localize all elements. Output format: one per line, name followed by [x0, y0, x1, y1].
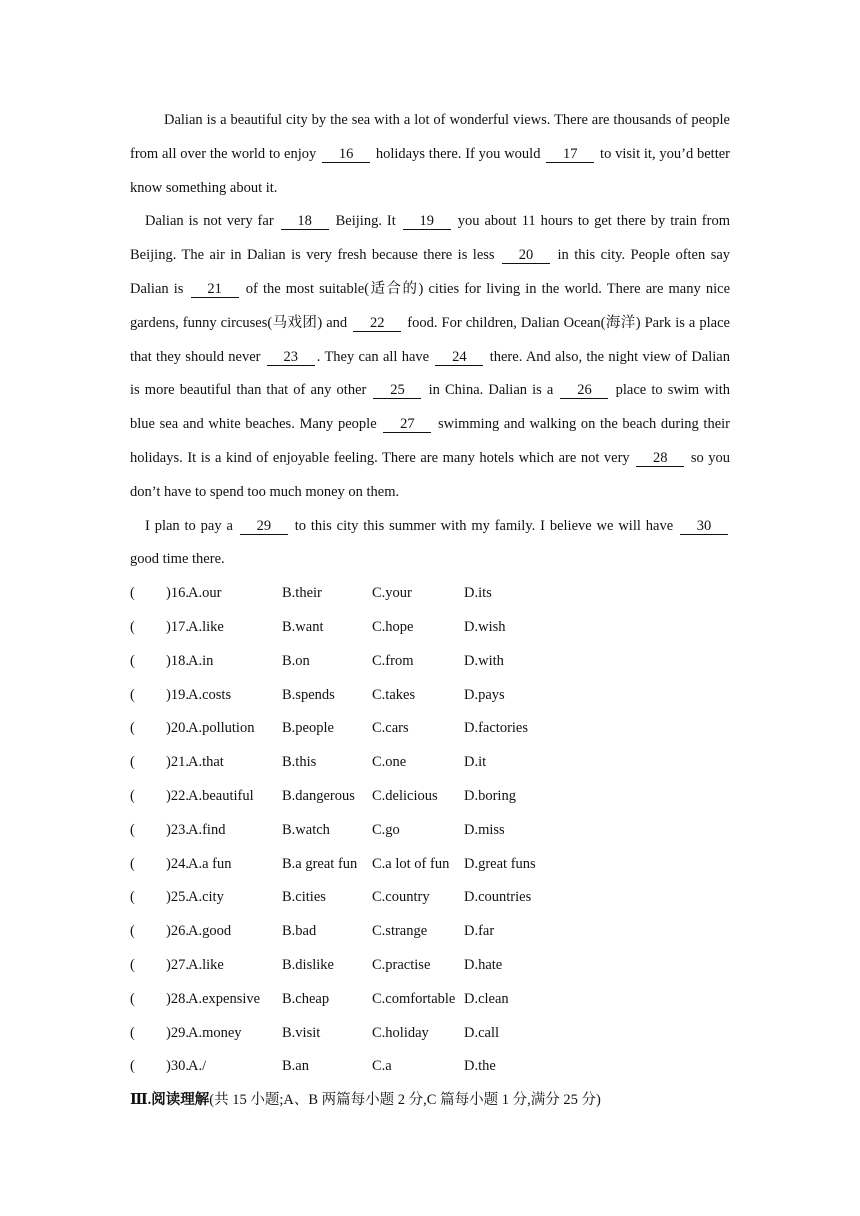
question-row-18	[130, 645, 730, 679]
blank-27: 27	[383, 417, 431, 433]
blank-26: 26	[560, 383, 608, 399]
question-number: )27.	[166, 956, 189, 973]
passage-text: . They can all have	[316, 348, 430, 365]
option-a: A.that	[188, 754, 224, 771]
answer-paren: (	[130, 821, 135, 838]
answer-paren: (	[130, 787, 135, 804]
question-row-21	[130, 746, 730, 780]
question-number: )20.	[166, 720, 189, 737]
option-b: B.their	[282, 585, 322, 602]
question-row-30	[130, 1050, 730, 1084]
option-b: B.people	[282, 720, 334, 737]
option-c: C.holiday	[372, 1024, 429, 1041]
blank-22: 22	[353, 316, 401, 332]
option-a: A.costs	[188, 686, 232, 703]
answer-paren: (	[130, 1024, 135, 1041]
option-d: D.call	[464, 1024, 500, 1041]
blank-25: 25	[373, 383, 421, 399]
answer-paren: (	[130, 686, 135, 703]
option-c: C.delicious	[372, 787, 438, 804]
question-number: )23.	[166, 821, 189, 838]
option-c: C.a	[372, 1058, 392, 1075]
option-d: D.far	[464, 923, 495, 940]
question-number: )16.	[166, 585, 189, 602]
passage-text: holidays there. If you would	[375, 145, 541, 162]
question-row-23	[130, 814, 730, 848]
option-d: D.hate	[464, 956, 503, 973]
blank-20: 20	[502, 248, 550, 264]
option-c: C.a lot of fun	[372, 855, 450, 872]
option-b: B.on	[282, 652, 310, 669]
section-heading	[130, 1084, 730, 1118]
option-b: B.dangerous	[282, 787, 355, 804]
option-a: A.city	[188, 889, 224, 906]
option-d: D.clean	[464, 990, 509, 1007]
option-b: B.dislike	[282, 956, 334, 973]
blank-29: 29	[240, 519, 288, 535]
passage-paragraph-1	[130, 104, 730, 205]
question-number: )28.	[166, 990, 189, 1007]
answer-paren: (	[130, 652, 135, 669]
option-a: A.find	[188, 821, 226, 838]
answer-paren: (	[130, 754, 135, 771]
question-row-27	[130, 949, 730, 983]
question-number: )30.	[166, 1058, 189, 1075]
option-c: C.country	[372, 889, 430, 906]
option-b: B.cheap	[282, 990, 330, 1007]
document-page	[130, 104, 730, 1118]
answer-paren: (	[130, 618, 135, 635]
question-number: )19.	[166, 686, 189, 703]
option-d: D.with	[464, 652, 504, 669]
answer-paren: (	[130, 855, 135, 872]
option-d: D.countries	[464, 889, 532, 906]
question-number: )24.	[166, 855, 189, 872]
question-number: )26.	[166, 923, 189, 940]
passage-paragraph-3	[130, 510, 730, 578]
option-c: C.go	[372, 821, 400, 838]
question-row-25	[130, 881, 730, 915]
question-row-24	[130, 848, 730, 882]
passage-paragraph-2	[130, 205, 730, 509]
option-a: A.money	[188, 1024, 242, 1041]
passage-text: place to swim with blue sea and white beaches. Many people	[130, 382, 731, 433]
option-b: B.visit	[282, 1024, 321, 1041]
option-a: A.like	[188, 618, 224, 635]
option-a: A.in	[188, 652, 214, 669]
answer-paren: (	[130, 889, 135, 906]
option-d: D.it	[464, 754, 487, 771]
question-number: )25.	[166, 889, 189, 906]
blank-19: 19	[403, 214, 451, 230]
option-c: C.your	[372, 585, 412, 602]
blank-21: 21	[191, 282, 239, 298]
blank-18: 18	[281, 214, 329, 230]
passage-text: food. For children, Dalian Ocean(海洋) Park is a place that they should never	[130, 314, 730, 365]
option-b: B.cities	[282, 889, 326, 906]
answer-paren: (	[130, 923, 135, 940]
option-b: B.an	[282, 1058, 309, 1075]
option-b: B.spends	[282, 686, 335, 703]
question-row-28	[130, 983, 730, 1017]
passage-text: there. And also, the night view of Dalian is more beautiful than that of any other	[130, 348, 730, 399]
question-row-17	[130, 611, 730, 645]
passage-text: good time there.	[130, 551, 225, 568]
option-d: D.wish	[464, 618, 506, 635]
blank-28: 28	[636, 451, 684, 467]
option-d: D.its	[464, 585, 492, 602]
answer-paren: (	[130, 585, 135, 602]
option-b: B.bad	[282, 923, 317, 940]
option-b: B.a great fun	[282, 855, 358, 872]
option-b: B.this	[282, 754, 317, 771]
question-row-22	[130, 780, 730, 814]
option-a: A.expensive	[188, 990, 261, 1007]
option-a: A.like	[188, 956, 224, 973]
question-row-16	[130, 577, 730, 611]
passage-text: swimming and walking on the beach during their holidays. It is a kind of enjoyable feeling. There are many hotels which are not very	[130, 416, 730, 466]
option-b: B.want	[282, 618, 324, 635]
passage-text: in China. Dalian is a	[428, 382, 554, 399]
option-c: C.practise	[372, 956, 431, 973]
option-b: B.watch	[282, 821, 330, 838]
option-d: D.miss	[464, 821, 505, 838]
option-c: C.comfortable	[372, 990, 456, 1007]
option-a: A.a fun	[188, 855, 232, 872]
option-c: C.strange	[372, 923, 428, 940]
option-a: A.pollution	[188, 720, 255, 737]
option-a: A.beautiful	[188, 787, 254, 804]
option-c: C.takes	[372, 686, 416, 703]
answer-paren: (	[130, 990, 135, 1007]
question-number: )22.	[166, 787, 189, 804]
option-d: D.great funs	[464, 855, 536, 872]
answer-paren: (	[130, 1058, 135, 1075]
question-row-29	[130, 1017, 730, 1051]
passage-text: Dalian is not very far	[145, 213, 274, 230]
blank-24: 24	[435, 350, 483, 366]
option-d: D.boring	[464, 787, 516, 804]
question-number: )18.	[166, 652, 189, 669]
option-c: C.hope	[372, 618, 414, 635]
blank-16: 16	[322, 147, 370, 163]
passage-text: to this city this summer with my family. I believe we will have	[294, 517, 674, 534]
passage-text: so you don’t have to spend too much money on them.	[130, 449, 731, 500]
option-c: C.one	[372, 754, 407, 771]
question-number: )17.	[166, 618, 189, 635]
option-d: D.pays	[464, 686, 505, 703]
question-number: )21.	[166, 754, 189, 771]
passage-text: I plan to pay a	[145, 517, 233, 534]
answer-paren: (	[130, 956, 135, 973]
question-row-19	[130, 679, 730, 713]
question-number: )29.	[166, 1024, 189, 1041]
blank-30: 30	[680, 519, 728, 535]
blank-17: 17	[546, 147, 594, 163]
passage-text: of the most suitable(适合的) cities for living in the world. There are many nice gardens, funny circuses(马戏团) and	[130, 280, 731, 331]
option-a: A.good	[188, 923, 232, 940]
option-c: C.cars	[372, 720, 409, 737]
passage-text: Beijing. It	[335, 213, 396, 230]
option-d: D.factories	[464, 720, 529, 737]
answer-paren: (	[130, 720, 135, 737]
blank-23: 23	[267, 350, 315, 366]
section-title: Ⅲ.阅读理解	[130, 1092, 210, 1109]
question-row-20	[130, 712, 730, 746]
passage-text: you about 11 hours to get there by train from Beijing. The air in Dalian is very fresh because there is less	[130, 213, 730, 264]
option-a: A.our	[188, 585, 222, 602]
passage-text: to visit it, you’d better know something about it.	[130, 145, 731, 196]
section-note: (共 15 小题;A、B 两篇每小题 2 分,C 篇每小题 1 分,满分 25 分)	[209, 1092, 601, 1109]
option-a: A./	[188, 1058, 207, 1075]
passage-text: Dalian is a beautiful city by the sea with a lot of wonderful views. There are thousands of people from all over the world to enjoy	[130, 112, 730, 162]
question-row-26	[130, 915, 730, 949]
option-d: D.the	[464, 1058, 496, 1075]
question-list	[130, 577, 730, 1084]
passage-text: in this city. People often say Dalian is	[130, 247, 731, 297]
option-c: C.from	[372, 652, 414, 669]
